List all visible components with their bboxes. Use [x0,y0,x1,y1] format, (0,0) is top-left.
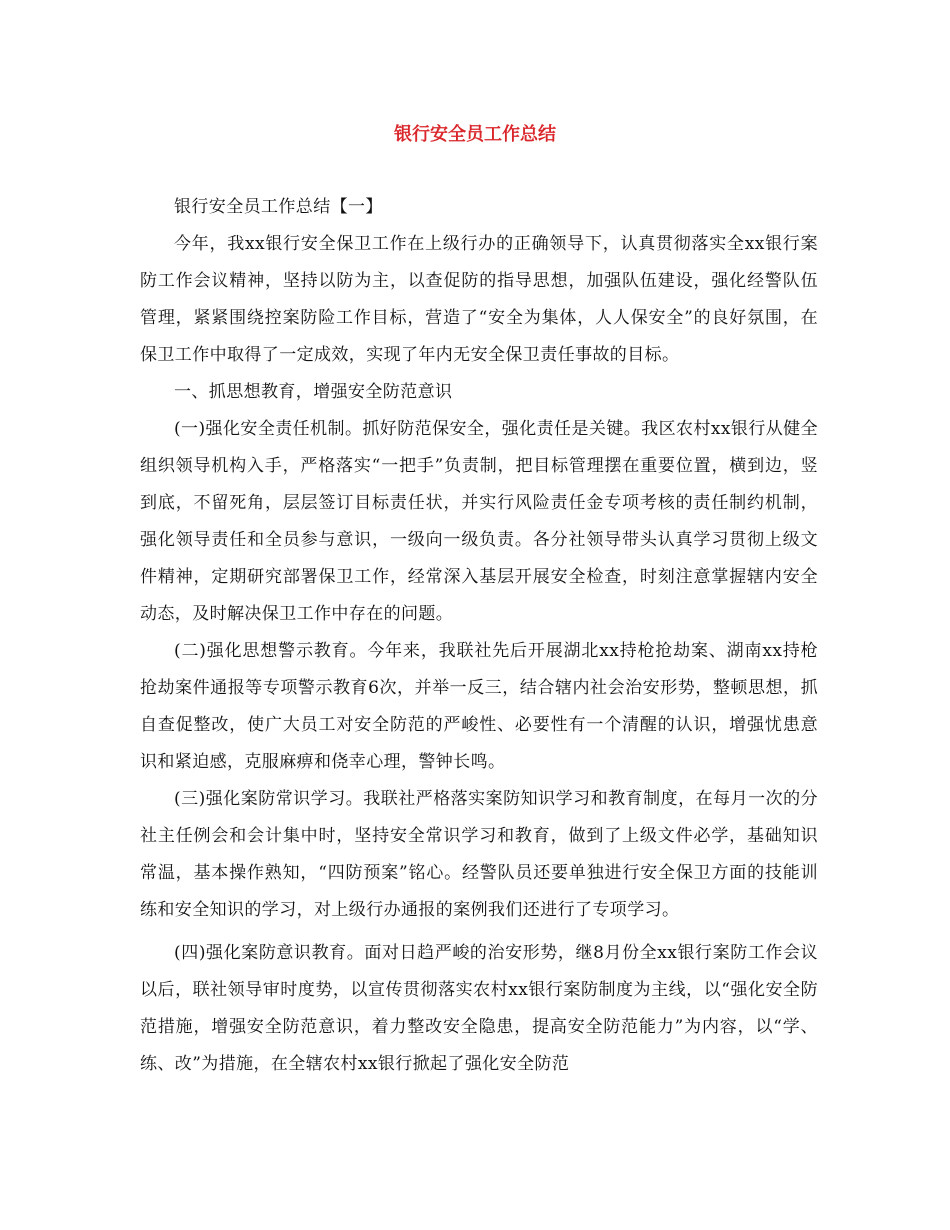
document-title: 银行安全员工作总结 [394,124,556,145]
paragraph-item-2: (二)强化思想警示教育。今年来，我联社先后开展湖北xx持枪抢劫案、湖南xx持枪抢劫案件通报等专项警示教育6次，并举一反三，结合辖内社会治安形势，整顿思想，抓自查促整改，使广大员工对安全防范的严峻性、必要性有一个清醒的认识，增强忧患意识和紧迫感，克服麻痹和侥幸心理，警钟长鸣。 [140,641,818,772]
paragraph-item-4: (四)强化案防意识教育。面对日趋严峻的治安形势，继8月份全xx银行案防工作会议以后，联社领导审时度势，以宣传贯彻落实农村xx银行案防制度为主线，以“强化安全防范措施，增强安全防范意识，着力整改安全隐患，提高安全防范能力”为内容，以“学、练、改”为措施，在全辖农村xx银行掀起了强化安全防范 [140,943,818,1074]
section-heading-part-one: 银行安全员工作总结【一】 [174,197,383,217]
section-heading-thought-education: 一、抓思想教育，增强安全防范意识 [174,382,453,402]
paragraph-item-3: (三)强化案防常识学习。我联社严格落实案防知识学习和教育制度，在每月一次的分社主任例会和会计集中时，坚持安全常识学习和教育，做到了上级文件必学，基础知识常温，基本操作熟知，“四防预案”铭心。经警队员还要单独进行安全保卫方面的技能训练和安全知识的学习，对上级行办通报的案例我们还进行了专项学习。 [140,789,818,920]
paragraph-item-1: (一)强化安全责任机制。抓好防范保安全，强化责任是关键。我区农村xx银行从健全组织领导机构入手，严格落实“一把手”负责制，把目标管理摆在重要位置，横到边，竖到底，不留死角，层层签订目标责任状，并实行风险责任金专项考核的责任制约机制，强化领导责任和全员参与意识，一级向一级负责。各分社领导带头认真学习贯彻上级文件精神，定期研究部署保卫工作，经常深入基层开展安全检查，时刻注意掌握辖内安全动态，及时解决保卫工作中存在的问题。 [140,419,818,624]
paragraph-intro: 今年，我xx银行安全保卫工作在上级行办的正确领导下，认真贯彻落实全xx银行案防工作会议精神，坚持以防为主，以查促防的指导思想，加强队伍建设，强化经警队伍管理，紧紧围绕控案防险工作目标，营造了“安全为集体，人人保安全”的良好氛围，在保卫工作中取得了一定成效，实现了年内无安全保卫责任事故的目标。 [140,234,818,365]
document-body [140,189,818,1083]
